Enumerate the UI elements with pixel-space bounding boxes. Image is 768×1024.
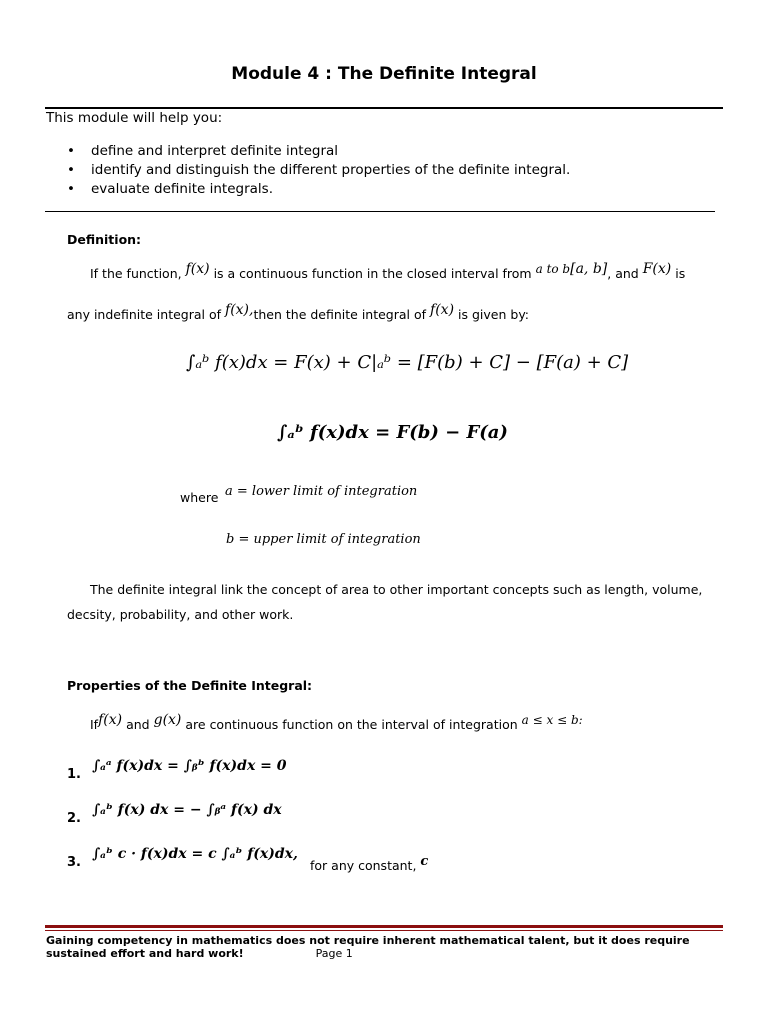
text-segment: If the function, bbox=[90, 266, 182, 281]
fx-symbol: f(x) bbox=[185, 261, 210, 277]
properties-intro bbox=[90, 712, 583, 733]
footer-divider-thin bbox=[45, 930, 723, 931]
list-item bbox=[46, 161, 570, 180]
properties-heading: Properties of the Definite Integral: bbox=[67, 678, 313, 693]
page-title: Module 4 : The Definite Integral bbox=[231, 64, 537, 84]
text-segment: for any constant, bbox=[310, 858, 417, 873]
footer-quote: Gaining competency in mathematics does not require inherent mathematical talent, but it does require sustained effort and hard work! bbox=[46, 934, 690, 960]
where-b-definition: b = upper limit of integration bbox=[226, 532, 421, 547]
objectives-list bbox=[46, 142, 570, 199]
footer bbox=[46, 934, 736, 960]
title-divider bbox=[45, 107, 723, 109]
constant-symbol: c bbox=[420, 854, 429, 869]
bullet-icon: • bbox=[67, 162, 75, 178]
fx-symbol: f(x) bbox=[430, 302, 455, 318]
property-number: 1. bbox=[67, 767, 81, 782]
text-segment: If bbox=[90, 717, 99, 732]
a-to-b-symbol: a to b bbox=[535, 262, 571, 276]
text-segment: is bbox=[675, 266, 686, 281]
property-item-2 bbox=[67, 802, 282, 826]
footer-divider-thick bbox=[45, 925, 723, 928]
concept-paragraph-line-2: decsity, probability, and other work. bbox=[67, 607, 294, 622]
definition-line-2 bbox=[67, 302, 530, 323]
property-item-1 bbox=[67, 758, 287, 782]
property-number: 3. bbox=[67, 855, 81, 870]
objective-text: identify and distinguish the different properties of the definite integral. bbox=[91, 162, 571, 178]
equation-2: ∫ₐᵇ f(x)dx = F(b) − F(a) bbox=[277, 422, 508, 443]
intro-text: This module will help you: bbox=[46, 110, 223, 126]
list-item bbox=[46, 180, 570, 199]
text-segment: then the definite integral of bbox=[253, 307, 427, 322]
property-formula: ∫ₐᵇ f(x) dx = − ∫ᵦᵃ f(x) dx bbox=[92, 802, 282, 818]
page-number: Page 1 bbox=[315, 947, 353, 960]
where-a-definition: a = lower limit of integration bbox=[225, 484, 418, 499]
bullet-icon: • bbox=[67, 143, 75, 159]
text-segment: , and bbox=[607, 266, 639, 281]
section-divider bbox=[45, 211, 715, 212]
definition-heading: Definition: bbox=[67, 232, 142, 247]
text-segment: and bbox=[126, 717, 150, 732]
property-3-note bbox=[310, 854, 429, 874]
property-number: 2. bbox=[67, 811, 81, 826]
interval-symbol: [a, b] bbox=[570, 261, 608, 277]
property-formula: ∫ₐᵇ c · f(x)dx = c ∫ₐᵇ f(x)dx, bbox=[92, 846, 298, 862]
text-segment: is given by: bbox=[458, 307, 530, 322]
fx-symbol: f(x) bbox=[98, 712, 123, 728]
list-item bbox=[46, 142, 570, 161]
bullet-icon: • bbox=[67, 181, 75, 197]
property-formula: ∫ₐᵃ f(x)dx = ∫ᵦᵇ f(x)dx = 0 bbox=[92, 758, 287, 774]
fx-symbol: f(x), bbox=[225, 302, 254, 318]
gx-symbol: g(x) bbox=[153, 712, 182, 728]
concept-paragraph-line-1: The definite integral link the concept of area to other important concepts such as length, volume, bbox=[90, 582, 703, 597]
objective-text: define and interpret definite integral bbox=[91, 143, 339, 159]
interval-condition: a ≤ x ≤ b: bbox=[521, 713, 583, 727]
text-segment: any indefinite integral of bbox=[67, 307, 222, 322]
equation-1: ∫ₐᵇ f(x)dx = F(x) + C|ₐᵇ = [F(b) + C] − [F(a) + C] bbox=[186, 352, 629, 373]
capital-fx-symbol: F(x) bbox=[642, 261, 672, 277]
property-item-3 bbox=[67, 846, 298, 870]
text-segment: is a continuous function in the closed interval from bbox=[213, 266, 532, 281]
definition-line-1 bbox=[90, 261, 686, 282]
where-label: where bbox=[180, 490, 219, 505]
objective-text: evaluate definite integrals. bbox=[91, 181, 273, 197]
text-segment: are continuous function on the interval of integration bbox=[185, 717, 518, 732]
